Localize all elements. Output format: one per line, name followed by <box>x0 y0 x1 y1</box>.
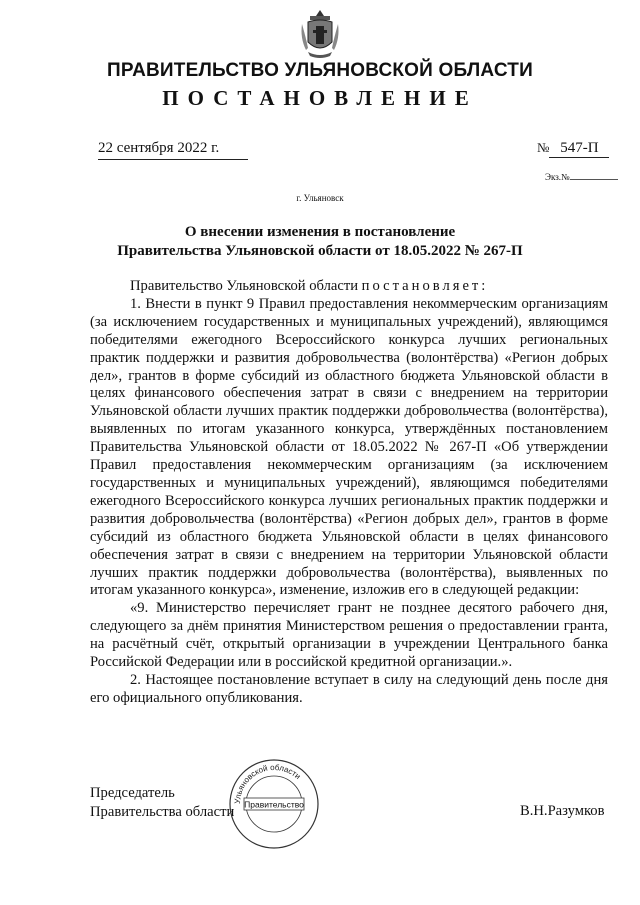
number-value: 547-П <box>549 140 609 158</box>
signer-position <box>90 784 234 822</box>
official-stamp <box>228 758 320 850</box>
intro-paragraph <box>90 278 608 296</box>
paragraph-1-quote: «9. Министерство перечисляет грант не позднее десятого рабочего дня, следующего за днём принятия Министерством решения о предоставлении гранта, на расчётный счёт, открытый организации в учреждении Центрального банка Российской Федерации или в российской кредитной организации.». <box>90 600 608 671</box>
signer-name: В.Н.Разумков <box>520 803 605 819</box>
intro-prefix: Правительство Ульяновской области <box>130 278 359 294</box>
title-line-2: Правительства Ульяновской области от 18.05.2022 № 267-П <box>117 243 523 259</box>
organization-name: ПРАВИТЕЛЬСТВО УЛЬЯНОВСКОЙ ОБЛАСТИ <box>107 60 533 81</box>
stamp-ring-text: Ульяновской области <box>232 762 303 805</box>
coat-of-arms-emblem <box>300 8 340 60</box>
document-type: ПОСТАНОВЛЕНИЕ <box>162 86 478 110</box>
paragraph-1: 1. Внести в пункт 9 Правил предоставления некоммерческим организациям (за исключением государственных и муниципальных учреждений), являющимся победителями ежегодного Всероссийского конкурса лучших региональных практик поддержки и развития добровольчества (волонтёрства) «Регион добрых дел», грантов в форме субсидий из областного бюджета Ульяновской области в целях финансового обеспечения затрат в связи с внедрением на территории Ульяновской области лучших практик поддержки добровольчества (волонтёрства), выявленных по итогам указанного конкурса, утверждённых постановлением Правительства Ульяновской области от 18.05.2022 № 267-П «Об утверждении Правил предоставления некоммерческим организациям (за исключением государственных и муниципальных учреждений), являющимся победителями ежегодного Всероссийского конкурса лучших региональных практик поддержки и развития добровольчества (волонтёрства) «Регион добрых дел», грантов в форме субсидий из областного бюджета Ульяновской области в целях финансового обеспечения затрат в связи с внедрением на территории Ульяновской области лучших практик поддержки добровольчества (волонтёрства), выявленных по итогам указанного конкурса», изменение, изложив его в следующей редакции: <box>90 295 608 599</box>
title-line-1: О внесении изменения в постановление <box>184 224 456 240</box>
intro-decree-word: постановляет: <box>361 278 489 294</box>
signer-position-line-2: Правительства области <box>90 804 235 820</box>
document-body <box>90 278 608 708</box>
document-number <box>537 140 609 158</box>
paragraph-2: 2. Настоящее постановление вступает в силу на следующий день после дня его официального опубликования. <box>90 671 608 706</box>
copy-number <box>545 172 618 182</box>
document-date: 22 сентября 2022 г. <box>98 140 248 160</box>
signer-position-line-1: Председатель <box>90 785 175 801</box>
number-sign: № <box>537 140 550 155</box>
city: г. Ульяновск <box>296 193 344 203</box>
copy-label: Экз.№ <box>545 172 570 182</box>
document-title <box>0 223 640 261</box>
stamp-center-text: Правительство <box>244 799 304 810</box>
copy-number-line <box>570 179 618 180</box>
